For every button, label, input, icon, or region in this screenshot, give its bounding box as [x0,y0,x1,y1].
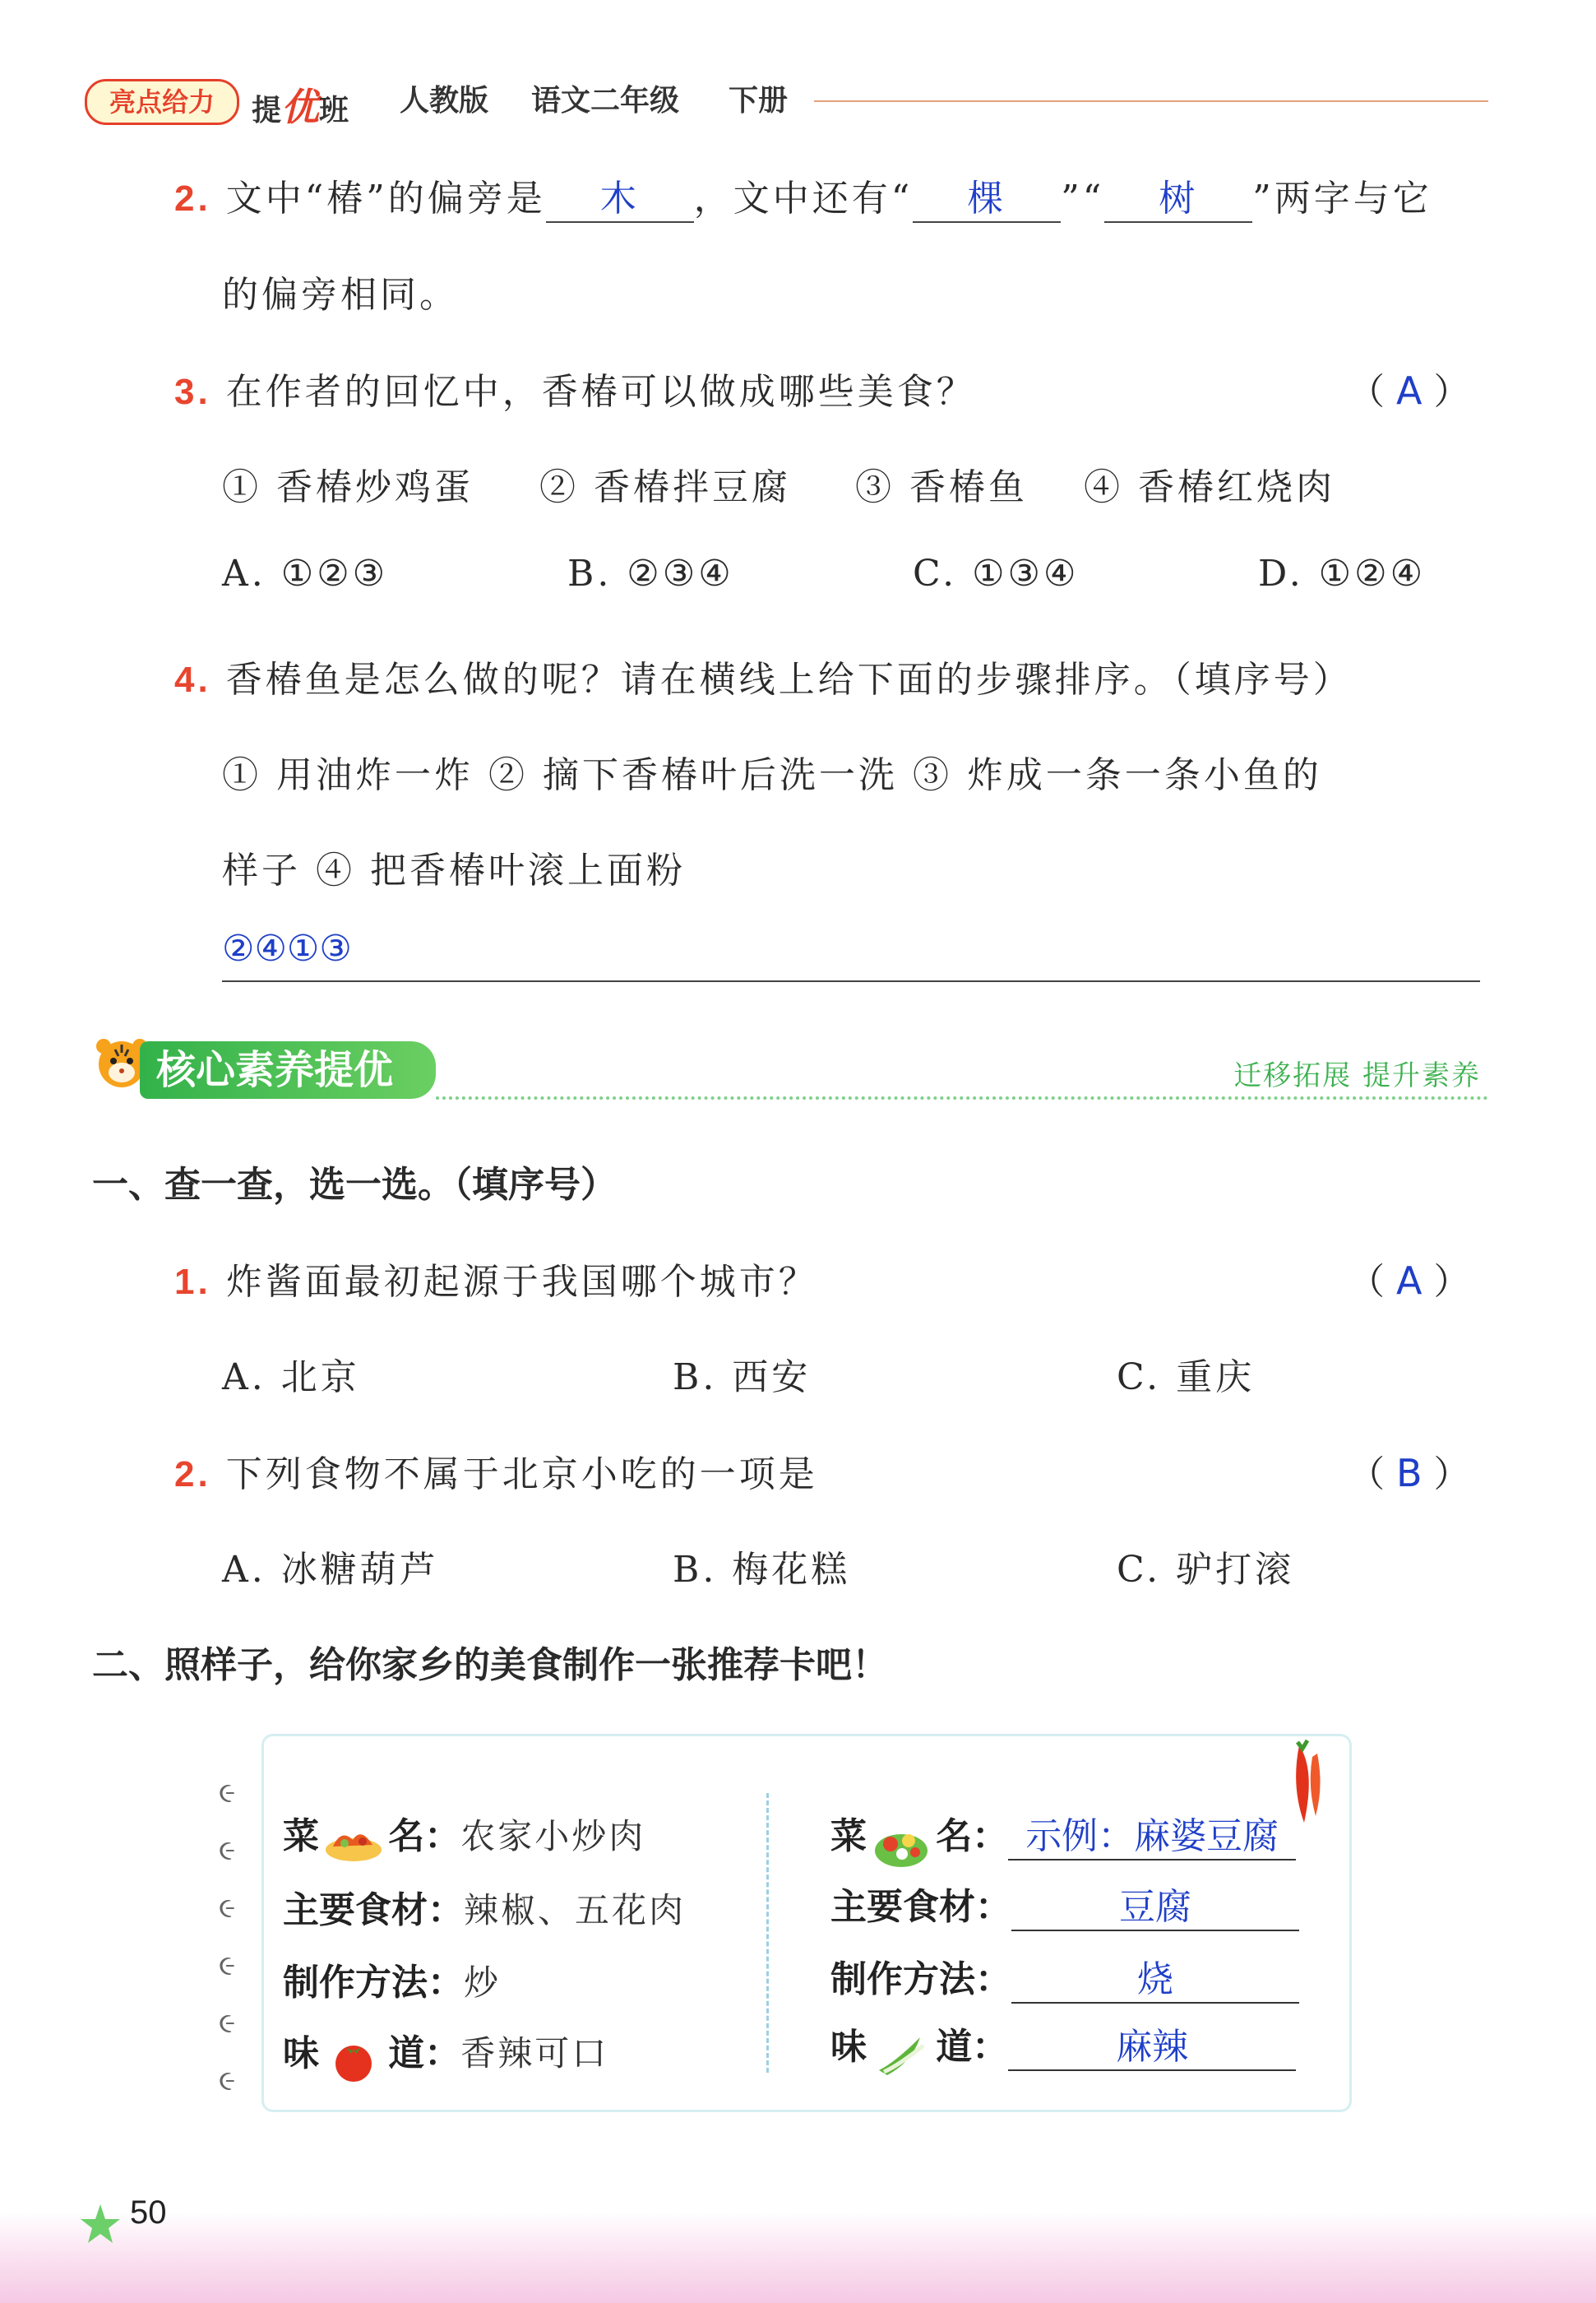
star-icon [77,2201,123,2250]
spiral-binding-icon: ૯ [219,1777,236,1810]
section-subtitle: 迁移拓展 提升素养 [1233,1059,1481,1092]
q4-answer: ②④①③ [222,928,352,970]
card-left-ingredients: 主要食材：辣椒、五花肉 [283,1889,687,1931]
part1-question-1: 1. 炸酱面最初起源于我国哪个城市？ [174,1261,818,1303]
card-divider [766,1793,769,2073]
card-right-ingredients-answer: 豆腐 [1011,1877,1299,1931]
part1-heading: 一、查一查，选一选。（填序号） [92,1164,617,1206]
card-left-taste: 味 道：香辣可口 [283,2023,608,2087]
question-2: 2. 文中“椿”的偏旁是 木 ，文中还有“ 棵 ”“ 树 ”两字与它 [174,169,1432,223]
p1q2-option-b: B. 梅花糕 [673,1549,851,1591]
section-banner: 核心素养提优 [140,1041,436,1099]
header-rule [814,100,1488,102]
card-right-ingredients: 主要食材： 豆腐 [830,1877,1299,1931]
part2-heading: 二、照样子，给你家乡的美食制作一张推荐卡吧！ [92,1644,888,1686]
page-number: 50 [130,2194,167,2231]
q4-answer-line [222,928,1480,982]
q3-item-2: ② 香椿拌豆腐 [539,466,791,508]
answer-paren-p1q2: （ B ） [1349,1451,1470,1495]
leek-icon [871,2029,932,2082]
card-right-method: 制作方法： 烧 [830,1949,1299,2004]
spiral-binding-icon: ૯ [219,1949,236,1982]
p1q2-option-a: A. 冰糖葫芦 [222,1549,439,1591]
card-right-taste-answer: 麻辣 [1008,2017,1296,2071]
q3-option-a: A. ①②③ [222,553,389,595]
answer-paren-q3: （ A ） [1349,368,1470,413]
answer-2: 棵 [967,178,1007,220]
p1q1-option-a: A. 北京 [222,1356,360,1398]
answer-paren-p1q1: （ A ） [1349,1258,1470,1303]
q3-option-d: D. ①②④ [1258,553,1427,595]
card-right-dish-answer: 示例：麻婆豆腐 [1008,1806,1296,1860]
p1q1-option-b: B. 西安 [673,1356,812,1398]
p1q1-option-c: C. 重庆 [1117,1356,1256,1398]
spiral-binding-icon: ૯ [219,1892,236,1925]
volume: 下册 [729,84,789,118]
q3-option-c: C. ①③④ [913,553,1080,595]
card-right-taste: 味 道： 麻辣 [830,2017,1296,2082]
card-right-dish: 菜 名： 示例：麻婆豆腐 [830,1806,1296,1875]
spiral-binding-icon: ૯ [219,1834,236,1867]
q3-item-3: ③ 香椿鱼 [855,466,1028,508]
spiral-binding-icon: ૯ [219,2064,236,2097]
part1-question-2: 2. 下列食物不属于北京小吃的一项是 [174,1453,818,1495]
spiral-binding-icon: ૯ [219,2007,236,2040]
series-title: 提优班 [252,85,349,129]
edition: 人教版 [400,84,489,118]
brand-badge: 亮点给力 [85,79,239,125]
question-2-cont: 的偏旁相同。 [222,274,459,316]
section-dotted-rule [436,1096,1488,1100]
q3-item-4: ④ 香椿红烧肉 [1084,466,1335,508]
q3-option-b: B. ②③④ [567,553,734,595]
subject: 语文二年级 [531,84,680,118]
question-4: 4. 香椿鱼是怎么做的呢？请在横线上给下面的步骤排序。（填序号） [174,659,1353,701]
p1q2-option-c: C. 驴打滚 [1117,1549,1295,1591]
question-3: 3. 在作者的回忆中，香椿可以做成哪些美食？ [174,371,976,413]
card-left-dish: 菜 名：农家小炒肉 [283,1806,645,1868]
salad-icon [871,1814,932,1875]
food-plate-icon [323,1822,384,1868]
q4-steps-line2: 样子 ④ 把香椿叶滚上面粉 [222,850,686,892]
answer-1: 木 [599,178,640,220]
q3-item-1: ① 香椿炒鸡蛋 [222,466,474,508]
answer-3: 树 [1159,178,1199,220]
tomato-icon [323,2037,384,2087]
card-left-method: 制作方法：炒 [283,1962,502,2004]
card-right-method-answer: 烧 [1011,1949,1299,2004]
q4-steps-line1: ① 用油炸一炸 ② 摘下香椿叶后洗一洗 ③ 炸成一条一条小鱼的 [222,754,1322,796]
footer-band [0,2213,1596,2303]
